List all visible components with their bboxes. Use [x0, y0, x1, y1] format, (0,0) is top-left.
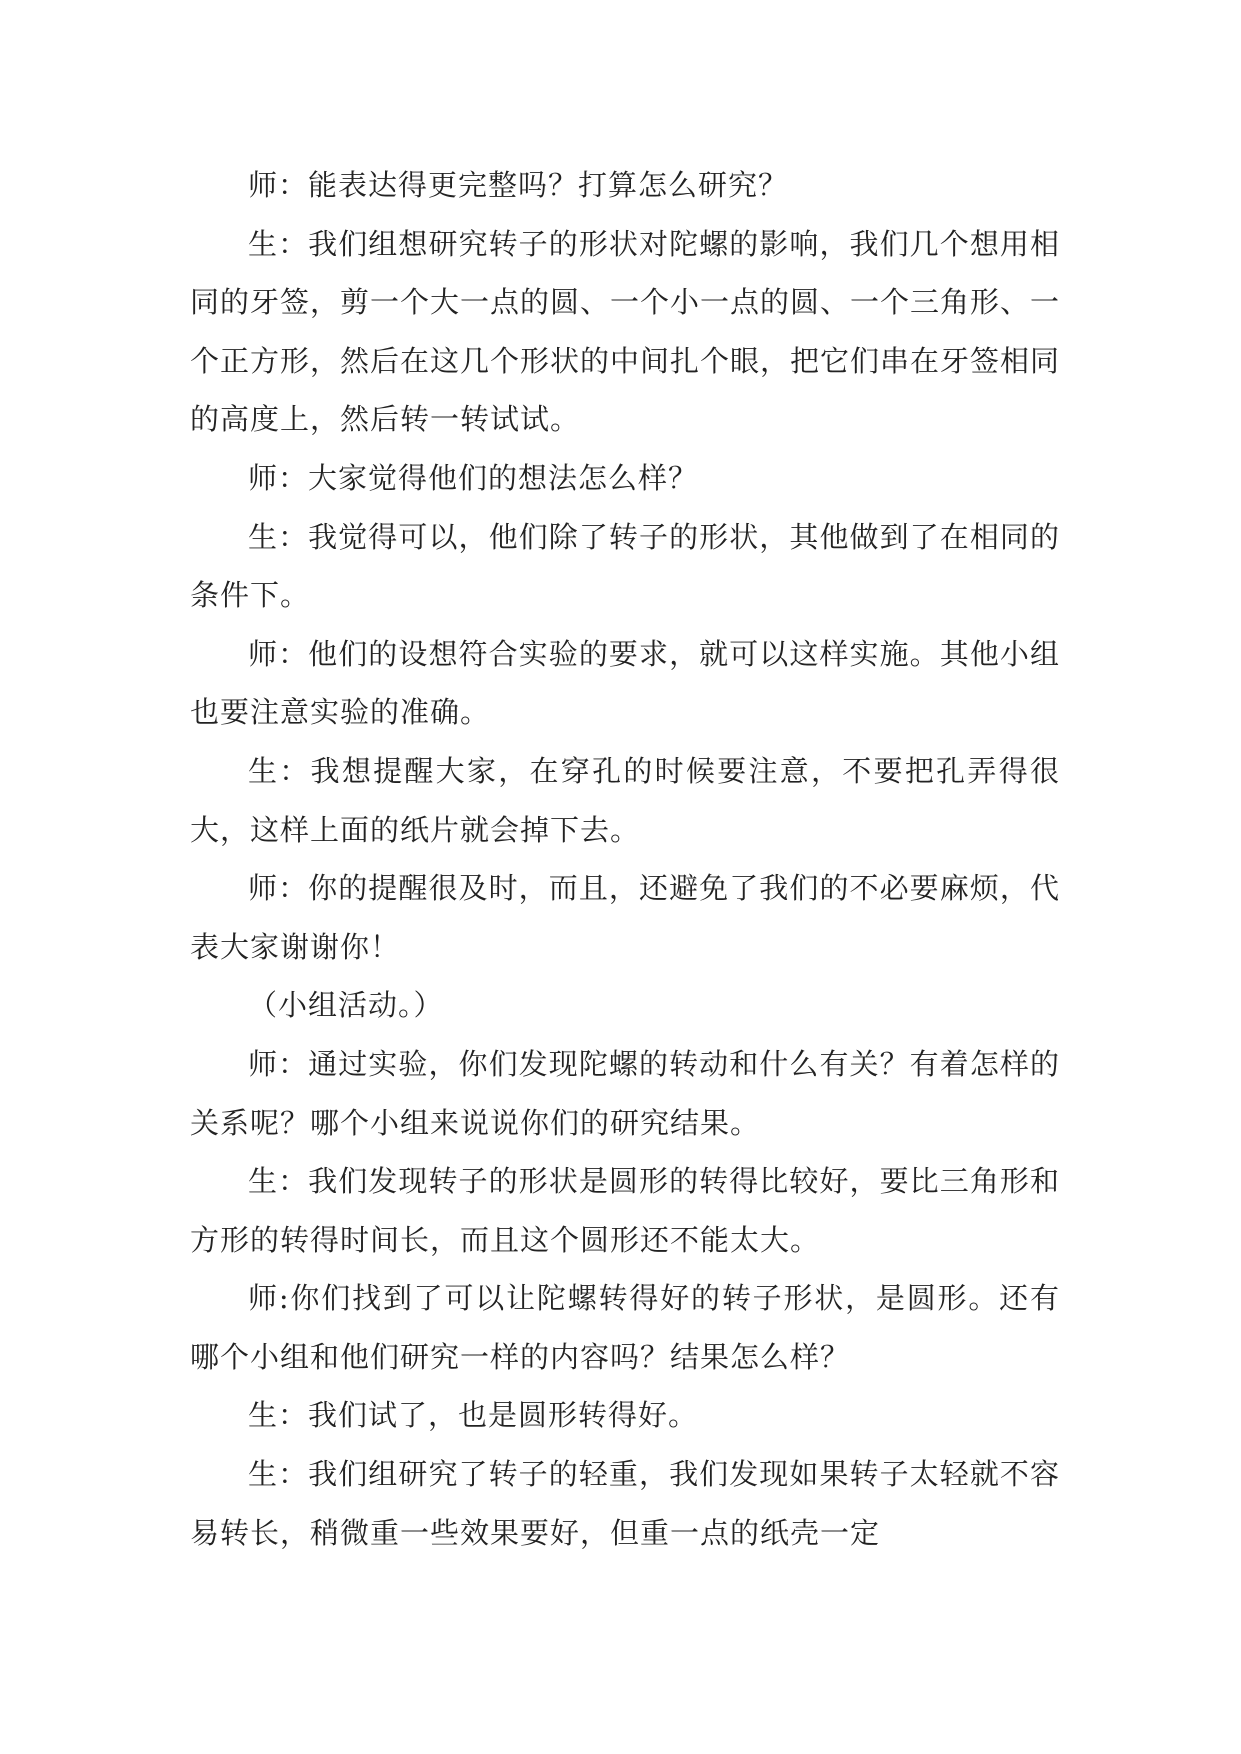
paragraph: 生：我想提醒大家，在穿孔的时候要注意，不要把孔弄得很大，这样上面的纸片就会掉下去。	[190, 753, 1060, 847]
paragraph: 师：大家觉得他们的想法怎么样？	[248, 460, 699, 495]
paragraph: 师：通过实验，你们发现陀螺的转动和什么有关？有着怎样的关系呢？哪个小组来说说你们的研究结果。	[190, 1046, 1060, 1140]
paragraph: （小组活动。）	[248, 988, 444, 1023]
document-body	[190, 156, 1060, 1562]
paragraph: 师：他们的设想符合实验的要求，就可以这样实施。其他小组也要注意实验的准确。	[190, 636, 1060, 730]
paragraph: 生：我们组想研究转子的形状对陀螺的影响，我们几个想用相同的牙签，剪一个大一点的圆、一个小一点的圆、一个三角形、一个正方形，然后在这几个形状的中间扎个眼，把它们串在牙签相同的高度上，然后转一转试试。	[190, 226, 1061, 437]
paragraph: 师：你的提醒很及时，而且，还避免了我们的不必要麻烦，代表大家谢谢你！	[190, 871, 1060, 964]
paragraph: 生：我们试了，也是圆形转得好。	[248, 1398, 699, 1433]
paragraph: 生：我觉得可以，他们除了转子的形状，其他做到了在相同的条件下。	[190, 519, 1060, 613]
paragraph: 师:你们找到了可以让陀螺转得好的转子形状，是圆形。还有哪个小组和他们研究一样的内容吗？结果怎么样？	[190, 1281, 1060, 1374]
paragraph: 生：我们组研究了转子的轻重，我们发现如果转子太轻就不容易转长，稍微重一些效果要好，但重一点的纸壳一定	[190, 1457, 1060, 1550]
paragraph: 生：我们发现转子的形状是圆形的转得比较好，要比三角形和方形的转得时间长，而且这个圆形还不能太大。	[190, 1164, 1060, 1257]
paragraph: 师：能表达得更完整吗？打算怎么研究？	[248, 168, 789, 202]
